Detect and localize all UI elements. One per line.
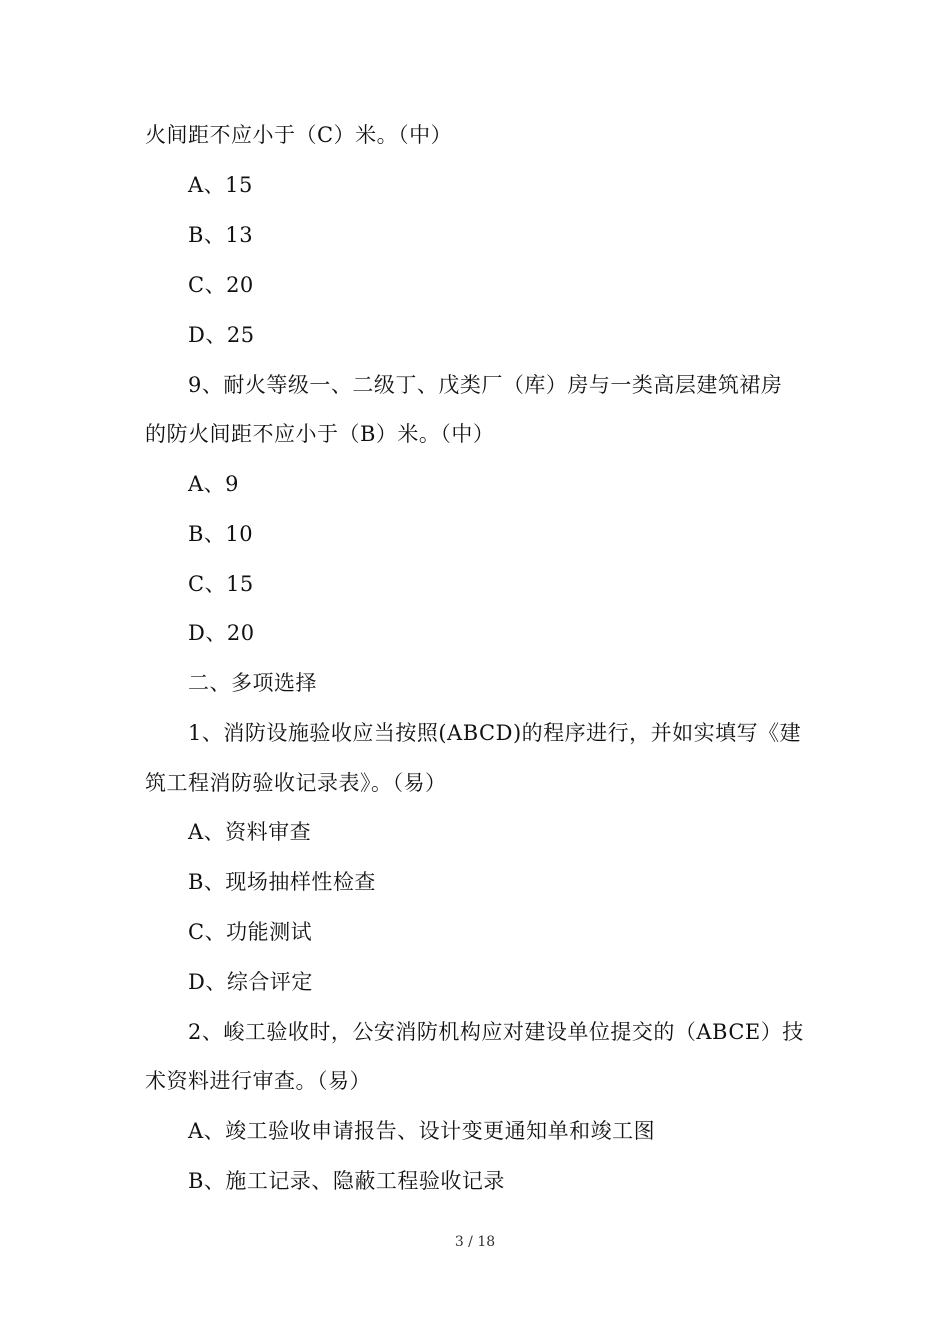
option-c: C、15 bbox=[188, 572, 254, 596]
question-2-continued: 术资料进行审查。（易） bbox=[145, 1069, 371, 1093]
option-b: B、现场抽样性检查 bbox=[188, 870, 376, 894]
question-9-continued: 的防火间距不应小于（B）米。（中） bbox=[145, 422, 495, 446]
option-d: D、20 bbox=[188, 621, 255, 645]
option-c: C、20 bbox=[188, 273, 254, 297]
option-b: B、13 bbox=[188, 223, 254, 247]
option-d: D、25 bbox=[188, 323, 255, 347]
section-heading: 二、多项选择 bbox=[188, 671, 317, 695]
option-d: D、综合评定 bbox=[188, 970, 313, 994]
question-1: 1、消防设施验收应当按照(ABCD)的程序进行，并如实填写《建 bbox=[188, 721, 802, 745]
option-a: A、竣工验收申请报告、设计变更通知单和竣工图 bbox=[188, 1119, 656, 1143]
question-1-continued: 筑工程消防验收记录表》。（易） bbox=[145, 771, 447, 795]
question-2: 2、峻工验收时，公安消防机构应对建设单位提交的（ABCE）技 bbox=[188, 1020, 804, 1044]
option-b: B、10 bbox=[188, 522, 254, 546]
text-line: 火间距不应小于（C）米。（中） bbox=[145, 123, 453, 147]
option-a: A、9 bbox=[188, 472, 240, 496]
page-number: 3 / 18 bbox=[454, 1234, 496, 1250]
option-b: B、施工记录、隐蔽工程验收记录 bbox=[188, 1169, 505, 1193]
option-a: A、资料审查 bbox=[188, 820, 312, 844]
option-a: A、15 bbox=[188, 173, 253, 197]
option-c: C、功能测试 bbox=[188, 920, 313, 944]
question-9: 9、耐火等级一、二级丁、戊类厂（库）房与一类高层建筑裙房 bbox=[188, 373, 783, 397]
